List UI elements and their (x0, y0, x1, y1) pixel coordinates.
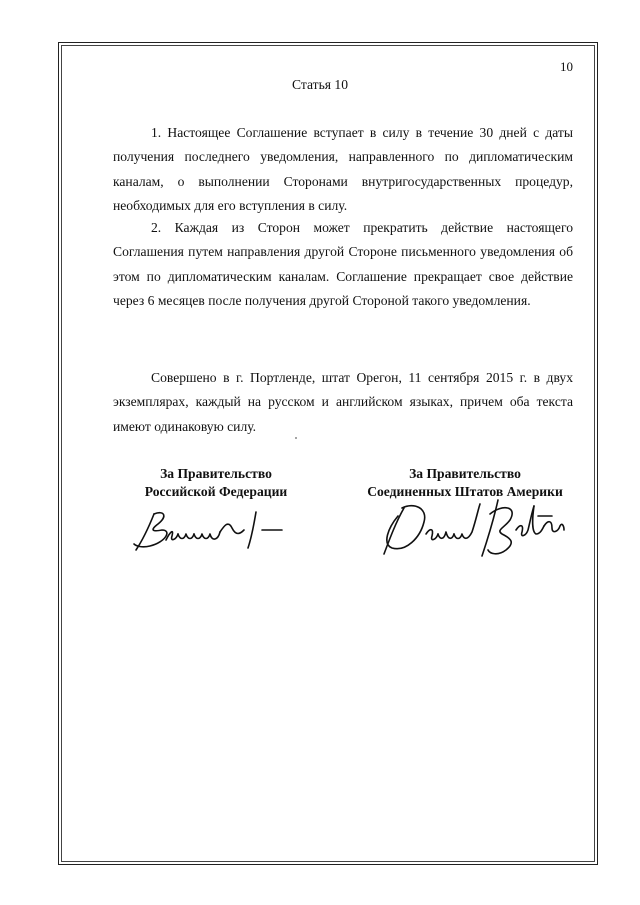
paragraph-entry-into-force (113, 121, 573, 218)
paragraph-termination (113, 216, 573, 313)
signatory-line-2: Соединенных Штатов Америки (367, 484, 563, 499)
paragraph-text: 1. Настоящее Соглашение вступает в силу в течение 30 дней с даты получения последнего уведомления, направленного по дипломатическим каналам, о выполнении Сторонами внутригосударственных процедур, необходимых для его вступления в силу. (113, 125, 573, 213)
signature-russia (128, 506, 288, 554)
paragraph-text: 2. Каждая из Сторон может прекратить действие настоящего Соглашения путем направления другой Стороне письменного уведомления об этом по дипломатическим каналам. Соглашение прекращает свое действие через 6 месяцев после получения другой Стороной такого уведомления. (113, 220, 573, 308)
signature-usa (378, 494, 568, 560)
paragraph-done-at (113, 366, 573, 439)
signatory-line-2: Российской Федерации (144, 484, 288, 499)
signatory-line-1: За Правительство (160, 466, 272, 481)
scan-speck (295, 437, 297, 439)
paragraph-text: Совершено в г. Портленде, штат Орегон, 11 сентября 2015 г. в двух экземплярах, каждый на русском и английском языках, причем оба текста имеют одинаковую силу. (113, 370, 573, 434)
signatory-russia (112, 465, 320, 501)
page-number: 10 (560, 59, 573, 74)
signatory-line-1: За Правительство (409, 466, 521, 481)
article-title: Статья 10 (291, 77, 349, 92)
